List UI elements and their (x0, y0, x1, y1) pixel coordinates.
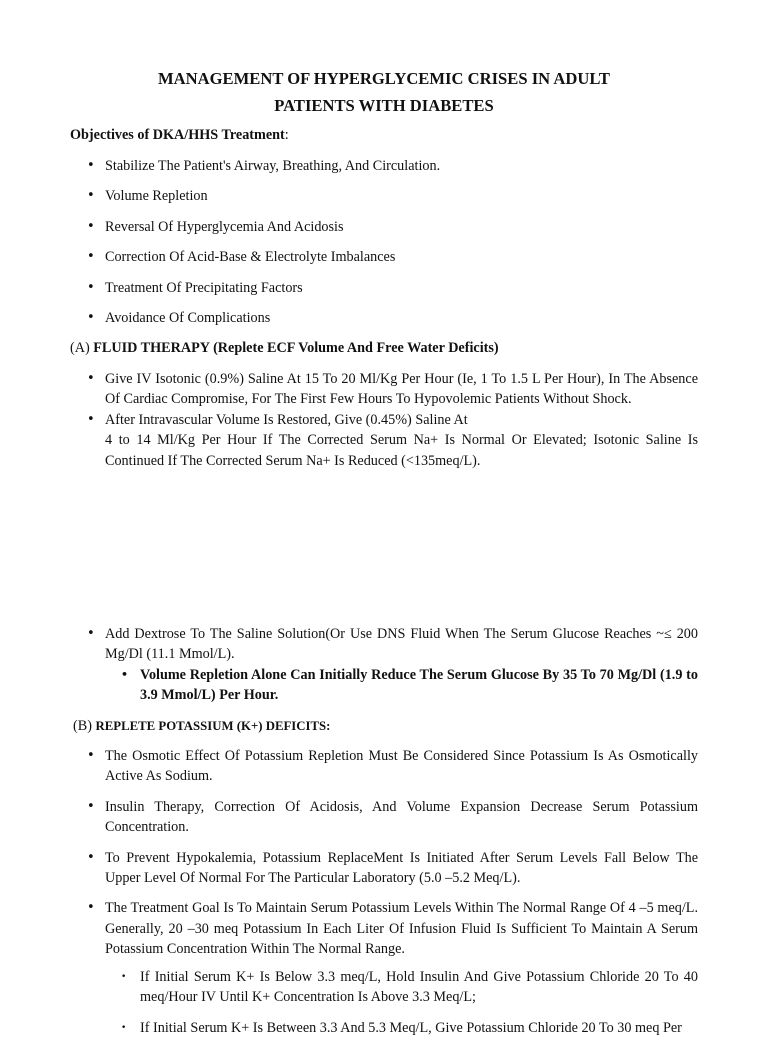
list-item: • Add Dextrose To The Saline Solution(Or Use DNS Fluid When The Serum Glucose Reaches ~≤ 200 Mg/Dl (11.1 Mmol/L). (70, 624, 698, 665)
objectives-heading-text: Objectives of DKA/HHS Treatment (70, 127, 285, 143)
list-item: • Volume Repletion (70, 186, 698, 206)
list-item: • If Initial Serum K+ Is Below 3.3 meq/L, Hold Insulin And Give Potassium Chloride 20 To 40 meq/Hour IV Until K+ Concentration Is Above 3.3 Meq/L; (105, 967, 698, 1008)
dextrose-list (70, 624, 698, 665)
objectives-heading (70, 125, 698, 145)
potassium-sub-list (105, 967, 698, 1038)
title-line-2: PATIENTS WITH DIABETES (274, 95, 494, 115)
list-item: • Volume Repletion Alone Can Initially Reduce The Serum Glucose By 35 To 70 Mg/Dl (1.9 to 3.9 Mmol/L) Per Hour. (105, 665, 698, 706)
volume-note-list (105, 665, 698, 706)
list-item: • Avoidance Of Complications (70, 308, 698, 328)
potassium-heading-text: REPLETE POTASSIUM (K+) DEFICITS: (95, 719, 331, 733)
list-item: • Treatment Of Precipitating Factors (70, 278, 698, 298)
list-item: • Correction Of Acid-Base & Electrolyte Imbalances (70, 247, 698, 267)
list-item: • Reversal Of Hyperglycemia And Acidosis (70, 217, 698, 237)
objectives-heading-colon: : (284, 127, 289, 143)
list-item: • The Treatment Goal Is To Maintain Serum Potassium Levels Within The Normal Range Of 4 –5 meq/L. Generally, 20 –30 meq Potassium In Each Liter Of Infusion Fluid Is Sufficient To Maintain A Serum Potassium Concentration Within The Normal Range. (70, 898, 698, 959)
fluid-heading-text: FLUID THERAPY (Replete ECF Volume And Free Water Deficits) (93, 340, 499, 356)
list-item: • Give IV Isotonic (0.9%) Saline At 15 To 20 Ml/Kg Per Hour (Ie, 1 To 1.5 L Per Hour), In The Absence Of Cardiac Compromise, For The First Few Hours To Hypovolemic Patients Without Shock. (70, 369, 698, 410)
list-item: • If Initial Serum K+ Is Between 3.3 And 5.3 Meq/L, Give Potassium Chloride 20 To 30 meq Per (105, 1018, 698, 1038)
fluid-therapy-heading (70, 338, 698, 358)
title-line-1: MANAGEMENT OF HYPERGLYCEMIC CRISES IN ADULT (158, 69, 610, 88)
fluid-prefix: (A) (70, 340, 94, 356)
objectives-list (70, 156, 698, 328)
document-title (70, 66, 698, 119)
list-item (70, 410, 698, 471)
fluid-item-2-line-1: • After Intravascular Volume Is Restored, Give (0.45%) Saline At (105, 411, 468, 428)
fluid-item-2-line-2: 4 to 14 Ml/Kg Per Hour If The Corrected Serum Na+ Is Normal Or Elevated; Isotonic Saline Is Continued If The Corrected Serum Na+ Is Reduced (<135meq/L). (105, 432, 698, 469)
potassium-heading (73, 716, 701, 736)
list-item: • Insulin Therapy, Correction Of Acidosis, And Volume Expansion Decrease Serum Potassium Concentration. (70, 797, 698, 838)
potassium-list (70, 746, 698, 960)
fluid-therapy-list (70, 369, 698, 471)
list-item: • To Prevent Hypokalemia, Potassium ReplaceMent Is Initiated After Serum Levels Fall Below The Upper Level Of Normal For The Particular Laboratory (5.0 –5.2 Meq/L). (70, 848, 698, 889)
list-item: • Stabilize The Patient's Airway, Breathing, And Circulation. (70, 156, 698, 176)
list-item: • The Osmotic Effect Of Potassium Repletion Must Be Considered Since Potassium Is As Osmotically Active As Sodium. (70, 746, 698, 787)
potassium-prefix: (B) (73, 718, 96, 734)
